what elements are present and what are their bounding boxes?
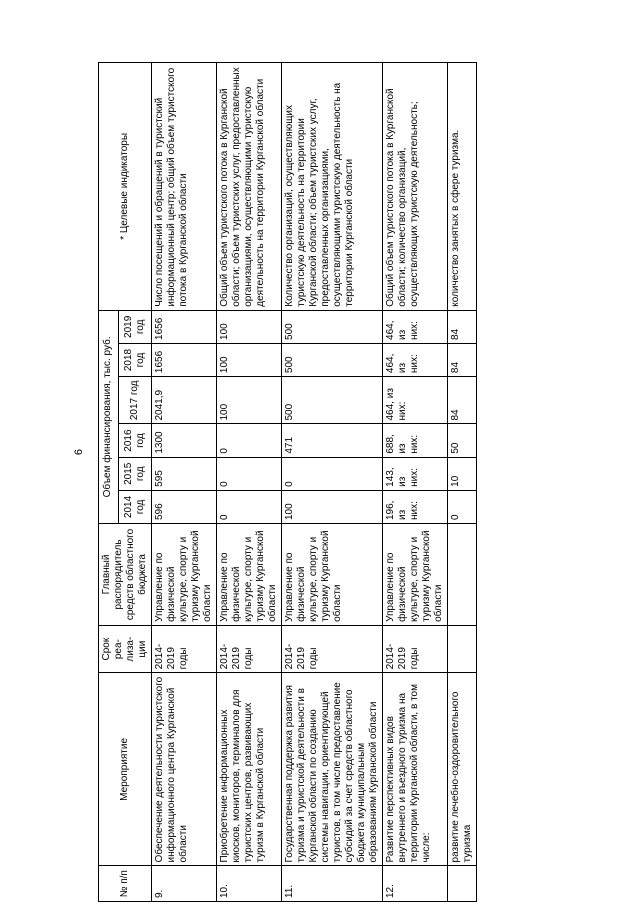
- row-value: 464, из них:: [383, 310, 448, 343]
- row-manager: Управление по физической культуре, спорту и туризму Курганской области: [217, 524, 282, 626]
- row-value: 595: [152, 457, 217, 490]
- header-year: 2018 год: [118, 343, 151, 376]
- row-value: 100: [282, 490, 383, 523]
- header-row: [99, 63, 119, 902]
- row-event: развитие лечебно-оздоровительного туризма: [448, 673, 477, 866]
- row-value: 0: [217, 424, 282, 457]
- row-value: 100: [217, 310, 282, 343]
- row-value: 0: [282, 457, 383, 490]
- row-event: Обеспечение деятельности туристского информационного центра Курганской области: [152, 673, 217, 866]
- row-value: 84: [448, 377, 477, 424]
- header-year: 2019 год: [118, 310, 151, 343]
- row-value: 688, из них:: [383, 424, 448, 457]
- row-value: 596: [152, 490, 217, 523]
- row-event: Государственная поддержка развития туризма и туристской деятельности в Курганской области по созданию системы навигации, ориентирующей туристов, в том числе предоставление субсидий за счет средств областного бюджета муниципальным образованиям Курганской области: [282, 673, 383, 866]
- row-term: 2014-2019 годы: [383, 625, 448, 672]
- header-event: Мероприятие: [99, 673, 152, 866]
- row-no: [448, 866, 477, 902]
- row-value: 100: [217, 377, 282, 424]
- header-manager: Главный распорядитель средств областного бюджета: [99, 524, 152, 626]
- header-funding: Объем финансирования, тыс. руб.: [99, 310, 119, 523]
- row-value: 1656: [152, 310, 217, 343]
- row-value: 0: [448, 490, 477, 523]
- row-value: 10: [448, 457, 477, 490]
- row-event: Развитие перспективных видов внутреннего и въездного туризма на территории Курганской области, в том числе:: [383, 673, 448, 866]
- row-no: 11.: [282, 866, 383, 902]
- header-year: 2014 год: [118, 490, 151, 523]
- funding-table: [98, 62, 477, 902]
- row-value: 500: [282, 343, 383, 376]
- row-event: Приобретение информационных киосков, мониторов, терминалов для туристских центров, развивающих туризм в Курганской области: [217, 673, 282, 866]
- row-term: 2014-2019 годы: [152, 625, 217, 672]
- row-no: 9.: [152, 866, 217, 902]
- row-value: 50: [448, 424, 477, 457]
- row-value: 100: [217, 343, 282, 376]
- row-indicators: Общий объем туристского потока в Курганской области; объем туристских услуг, предоставленных организациями, осуществляющими туристскую деятельность на территории Курганской области: [217, 63, 282, 311]
- header-indicators: * Целевые индикаторы: [99, 63, 152, 311]
- row-indicators: Общий объем туристского потока в Курганской области; количество организаций, осуществляющих туристскую деятельность;: [383, 63, 448, 311]
- row-value: 464, из них:: [383, 377, 448, 424]
- row-indicators: Количество организаций, осуществляющих туристскую деятельность на территории Курганской области; объем туристских услуг, предоставленных организациями, осуществляющими туристскую деятельность на территории Курганской области: [282, 63, 383, 311]
- row-value: 471: [282, 424, 383, 457]
- row-value: 143, из них:: [383, 457, 448, 490]
- row-value: 0: [217, 457, 282, 490]
- row-value: 84: [448, 310, 477, 343]
- row-value: 500: [282, 310, 383, 343]
- header-no: № п/п: [99, 866, 152, 902]
- row-value: 196, из них:: [383, 490, 448, 523]
- table-row: [448, 63, 477, 902]
- table-row: [152, 63, 217, 902]
- row-value: 84: [448, 343, 477, 376]
- row-manager: Управление по физической культуре, спорту и туризму Курганской области: [383, 524, 448, 626]
- row-indicators: количество занятых в сфере туризма.: [448, 63, 477, 311]
- row-value: 464, из них:: [383, 343, 448, 376]
- table-row: [217, 63, 282, 902]
- row-no: 12.: [383, 866, 448, 902]
- row-no: 10.: [217, 866, 282, 902]
- table-row: [383, 63, 448, 902]
- rotated-table-wrapper: [98, 62, 616, 902]
- header-year: 2015 год: [118, 457, 151, 490]
- page-number: 6: [73, 448, 85, 456]
- header-year: 2016 год: [118, 424, 151, 457]
- row-term: 2014-2019 годы: [217, 625, 282, 672]
- row-term: 2014-2019 годы: [282, 625, 383, 672]
- row-value: 0: [217, 490, 282, 523]
- row-manager: Управление по физической культуре, спорту и туризму Курганской области: [152, 524, 217, 626]
- header-term: Срок реа- лиза- ции: [99, 625, 152, 672]
- table-row: [282, 63, 383, 902]
- row-value: 1656: [152, 343, 217, 376]
- header-year: 2017 год: [118, 377, 151, 424]
- row-manager: [448, 524, 477, 626]
- row-value: 2041,9: [152, 377, 217, 424]
- row-value: 500: [282, 377, 383, 424]
- row-manager: Управление по физической культуре, спорту и туризму Курганской области: [282, 524, 383, 626]
- row-value: 1300: [152, 424, 217, 457]
- row-indicators: Число посещений и обращений в туристский информационный центр; общий объем туристского потока в Курганской области: [152, 63, 217, 311]
- row-term: [448, 625, 477, 672]
